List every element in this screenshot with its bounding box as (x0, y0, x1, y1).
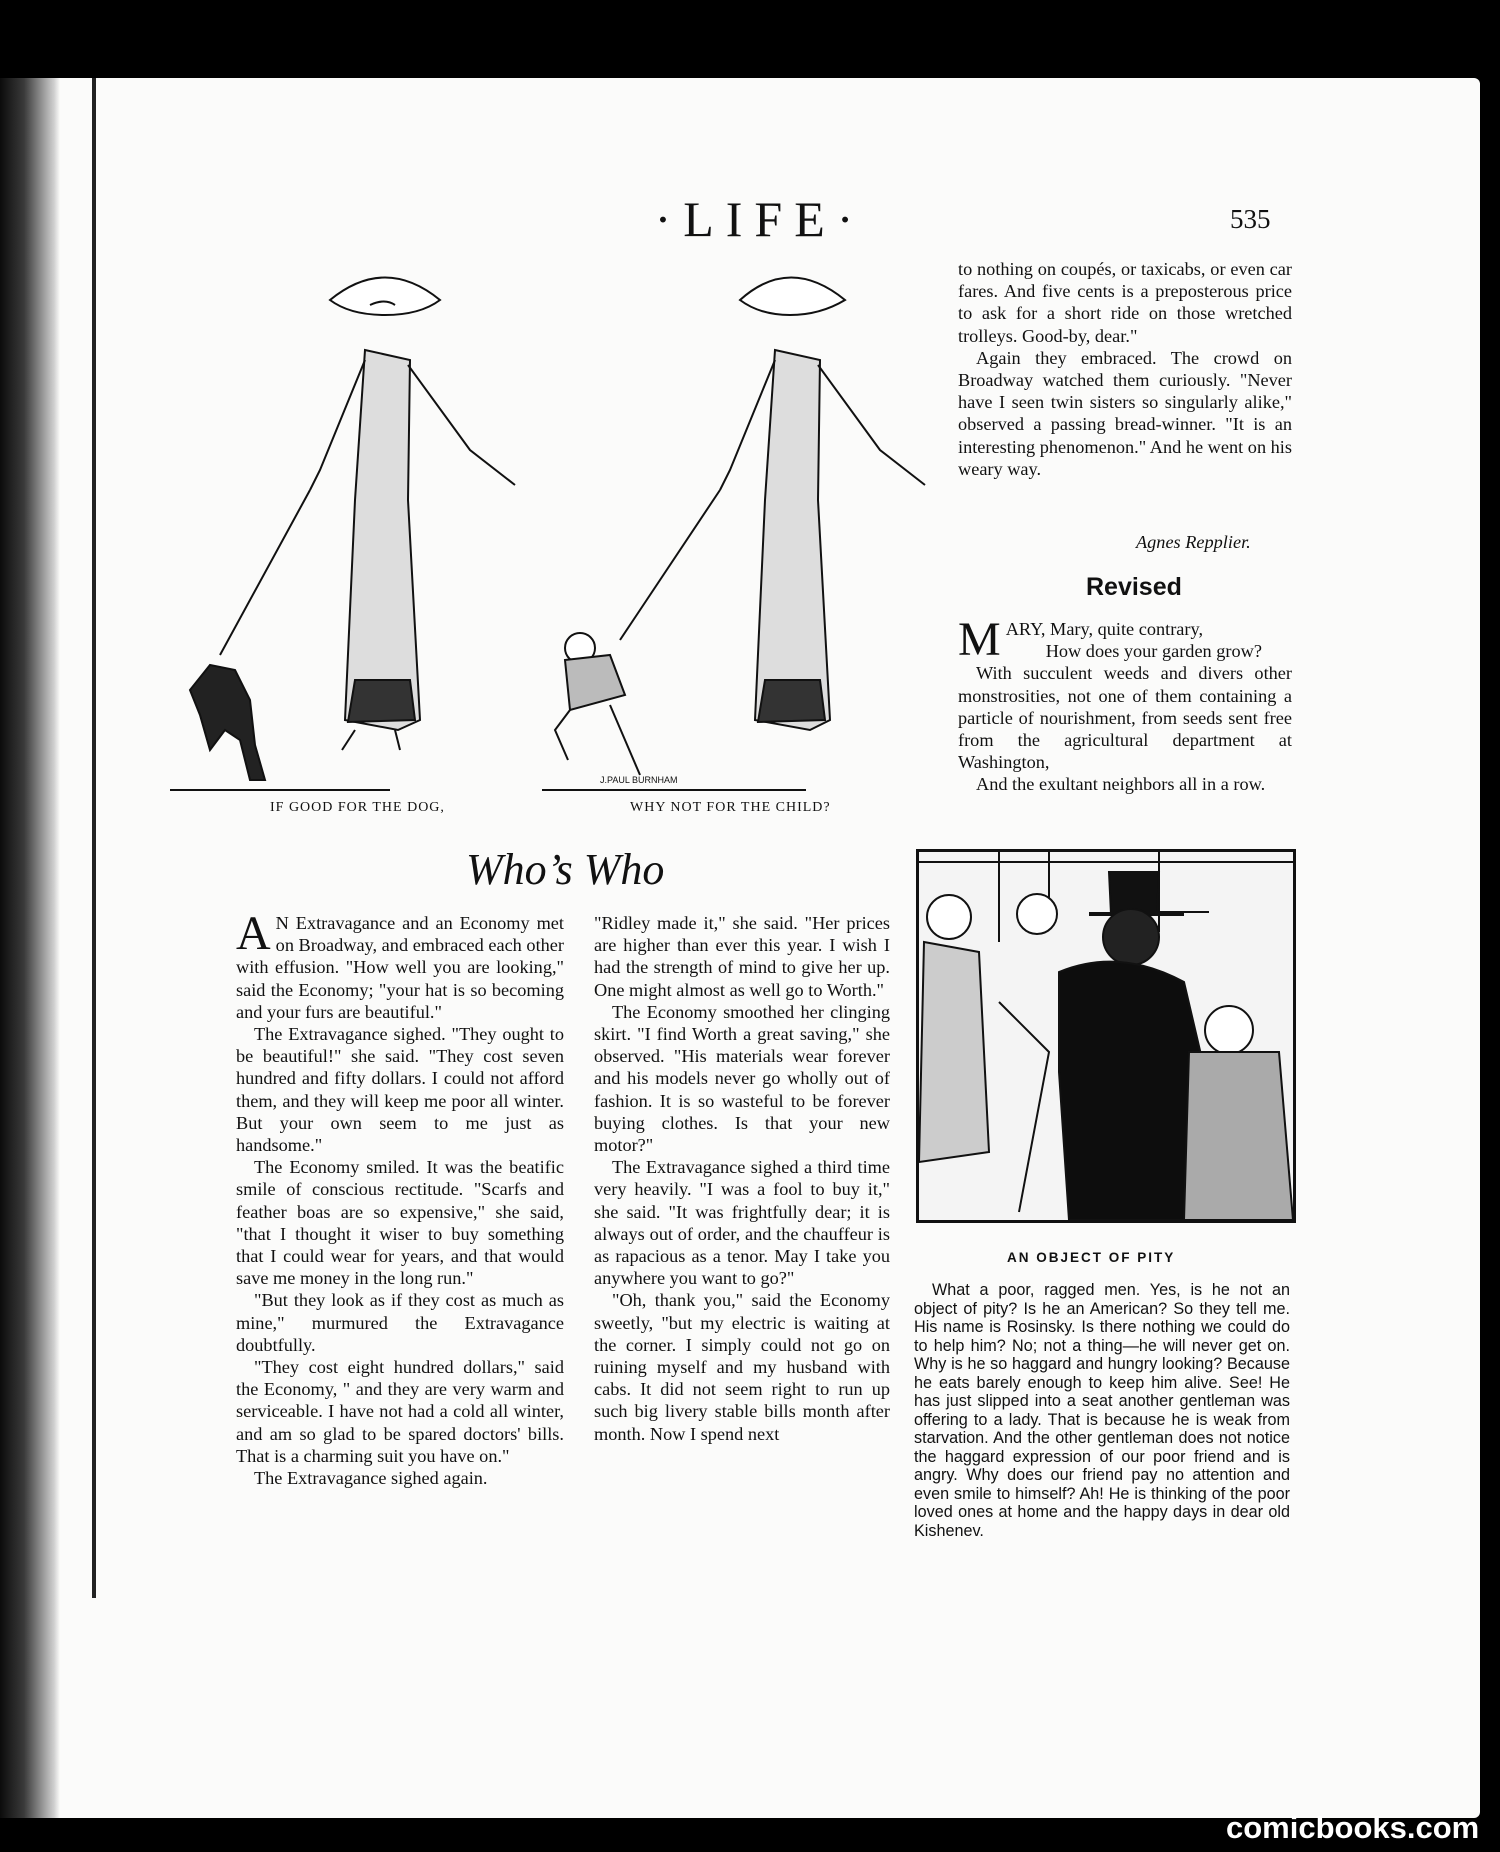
author-signature: Agnes Repplier. (1136, 532, 1251, 552)
poem-first-line: ARY, Mary, quite contrary, (1005, 619, 1204, 639)
paragraph: "Oh, thank you," said the Economy sweetly, "but my electric is waiting at the corner. I simply could not go on ruining myself and my husband with cabs. It did not seem right to run up such big livery stable bills month after month. Now I spend next (594, 1290, 890, 1444)
svg-text:J.PAUL BURNHAM: J.PAUL BURNHAM (600, 775, 678, 785)
paragraph: The Economy smoothed her clinging skirt. "I find Worth a great saving," she observed. "His materials wear forever and his models never go wholly out of fashion. It is so wasteful to be forever buying clothes. Is that your new motor?" (594, 1001, 890, 1156)
article-title: Who’s Who (466, 845, 665, 894)
paragraph: The Extravagance sighed a third time very heavily. "I was a fool to buy it," she said. "It was frightfully dear; it is always out of order, and the chauffeur is as rapacious as a tenor. May I take you anywhere you want to go?" (594, 1157, 890, 1289)
paragraph: "They cost eight hundred dollars," said the Economy, " and they are very warm and serviceable. I have not had a cold all winter, and am so glad to be spared doctors' bills. That is a charming suit you have on." (236, 1357, 564, 1466)
drop-cap: A (236, 907, 271, 960)
poem-heading: Revised (1086, 573, 1182, 601)
illustration-caption-left: IF GOOD FOR THE DOG, (270, 800, 445, 815)
revised-poem (958, 613, 1292, 796)
article-column-2 (594, 912, 890, 1445)
page-right-edge (1484, 78, 1500, 1818)
illustration-dog-and-child (170, 260, 950, 795)
article-column-1 (236, 907, 564, 1489)
paragraph-text: N Extravagance and an Economy met on Broadway, and embraced each other with effusion. "How well you are looking," said the Economy; "your hat is so becoming and your furs are beautiful." (236, 913, 564, 1022)
magazine-title: ·LIFE· (654, 191, 866, 247)
drop-cap: M (958, 613, 1001, 666)
page-binding-line (92, 78, 96, 1598)
book-gutter (0, 78, 60, 1818)
watermark: comicbooks.com (1226, 1810, 1480, 1845)
paragraph: And the exultant neighbors all in a row. (976, 774, 1266, 795)
cartoon-text: What a poor, ragged men. Yes, is he not an object of pity? Is he an American? So they tell me. His name is Rosinsky. Is there nothing we could do to help him? No; not a thing—he will never get on. Why is he so haggard and hungry looking? Because he eats barely enough to keep him alive. See! He has just slipped into a seat another gentleman was offering to a lady. That is because he is weak from starvation. And the other gentleman does not notice the haggard expression of our poor friend and is angry. Why does our friend pay no attention and even smile to himself? Ah! He is thinking of the poor loved ones at home and the happy days in dear old Kishenev. (914, 1281, 1290, 1540)
top-right-column (958, 258, 1292, 480)
illustration-caption-right: WHY NOT FOR THE CHILD? (630, 800, 831, 815)
paragraph: The Extravagance sighed. "They ought to be beautiful!" she said. "They cost seven hundred and fifty dollars. I could not afford them, and they will keep me poor all winter. But your own seem to me just as handsome." (236, 1024, 564, 1156)
paragraph: "But they look as if they cost as much as mine," murmured the Extravagance doubtfully. (236, 1290, 564, 1355)
paragraph: With succulent weeds and divers other monstrosities, not one of them containing a particle of nourishment, from seeds sent free from the agricultural department at Washington, (958, 663, 1292, 773)
cartoon-caption: AN OBJECT OF PITY (1007, 1250, 1176, 1265)
paragraph: How does your garden grow? (1045, 641, 1262, 662)
paragraph: to nothing on coupés, or taxicabs, or even car fares. And five cents is a preposterous price to ask for a short ride on those wretched trolleys. Good-by, dear." (958, 259, 1292, 346)
paragraph: The Extravagance sighed again. (254, 1468, 488, 1489)
page-number: 535 (1230, 204, 1271, 234)
cartoon-object-of-pity (916, 849, 1296, 1223)
paragraph: Again they embraced. The crowd on Broadway watched them curiously. "Never have I seen twin sisters so singularly alike," observed a passing bread-winner. "It is an interesting phenomenon." And he went on his weary way. (958, 347, 1292, 479)
cartoon-drawing (919, 852, 1293, 1220)
paragraph: The Economy smiled. It was the beatific smile of conscious rectitude. "Scarfs and feather boas are so expensive," she said, "that I thought it wiser to buy something that I could wear for years, and that would save me money in the long run." (236, 1157, 564, 1289)
paragraph (236, 907, 564, 1023)
paragraph: "Ridley made it," she said. "Her prices are higher than ever this year. I wish I had the strength of mind to give her up. One might almost as well go to Worth." (594, 913, 890, 1000)
